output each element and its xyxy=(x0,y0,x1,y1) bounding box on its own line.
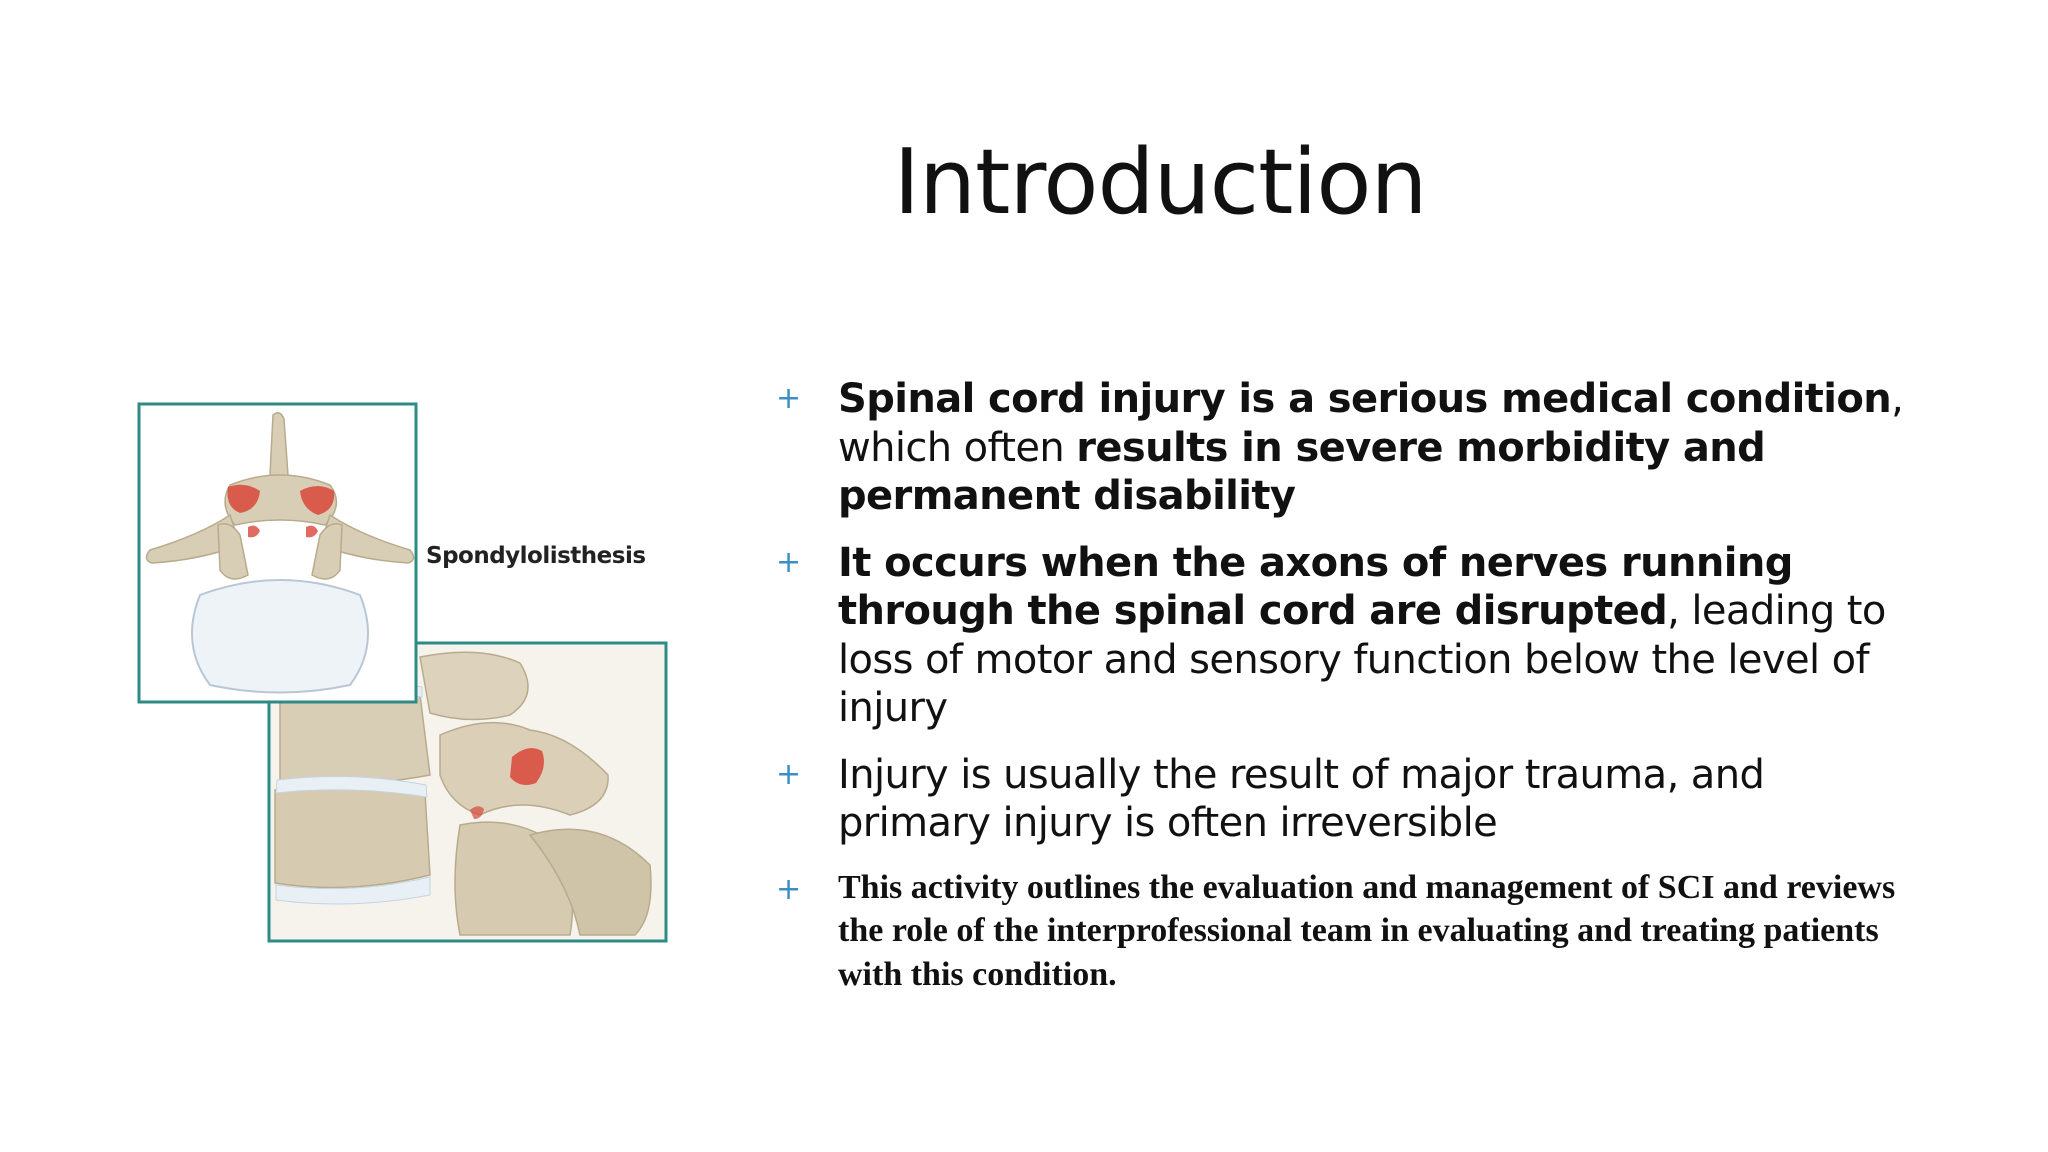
figure-label: Spondylolisthesis xyxy=(426,543,646,569)
bullet-text xyxy=(838,866,1926,997)
bullet-item-2 xyxy=(776,539,1926,733)
slide-title: Introduction xyxy=(893,130,1427,235)
bullet-text xyxy=(838,539,1926,733)
bullet-item-3 xyxy=(776,751,1926,848)
bullet-item-1 xyxy=(776,375,1926,521)
axial-view-panel xyxy=(139,404,416,702)
bullet-text-regular: , leading to loss of motor and sensory function below the level of injury xyxy=(838,588,1886,731)
bullet-text xyxy=(838,375,1926,521)
bullet-text xyxy=(838,751,1926,848)
bullet-text-bold: It occurs when the axons of nerves running through the spinal cord are disrupted xyxy=(838,539,1793,634)
bullet-list xyxy=(776,375,1926,1014)
bullet-text-regular: , which often xyxy=(838,376,1904,471)
bullet-text-regular: Injury is usually the result of major trauma, and primary injury is often irreversible xyxy=(838,751,1765,846)
bullet-text-bold: results in severe morbidity and permanent disability xyxy=(838,424,1766,519)
bullet-marker: + xyxy=(776,544,802,580)
title-container xyxy=(760,128,1560,238)
bullet-marker: + xyxy=(776,871,802,907)
bullet-item-4 xyxy=(776,866,1926,997)
spine-illustration xyxy=(130,395,690,955)
bullet-text-bold: Spinal cord injury is a serious medical condition xyxy=(838,376,1892,422)
bullet-marker: + xyxy=(776,756,802,792)
spine-illustration-graphic xyxy=(130,395,690,955)
bullet-text-bold: This activity outlines the evaluation and management of SCI and reviews the role of the interprofessional team in evaluating and treating patients with this condition. xyxy=(838,868,1896,993)
bullet-marker: + xyxy=(776,381,802,416)
